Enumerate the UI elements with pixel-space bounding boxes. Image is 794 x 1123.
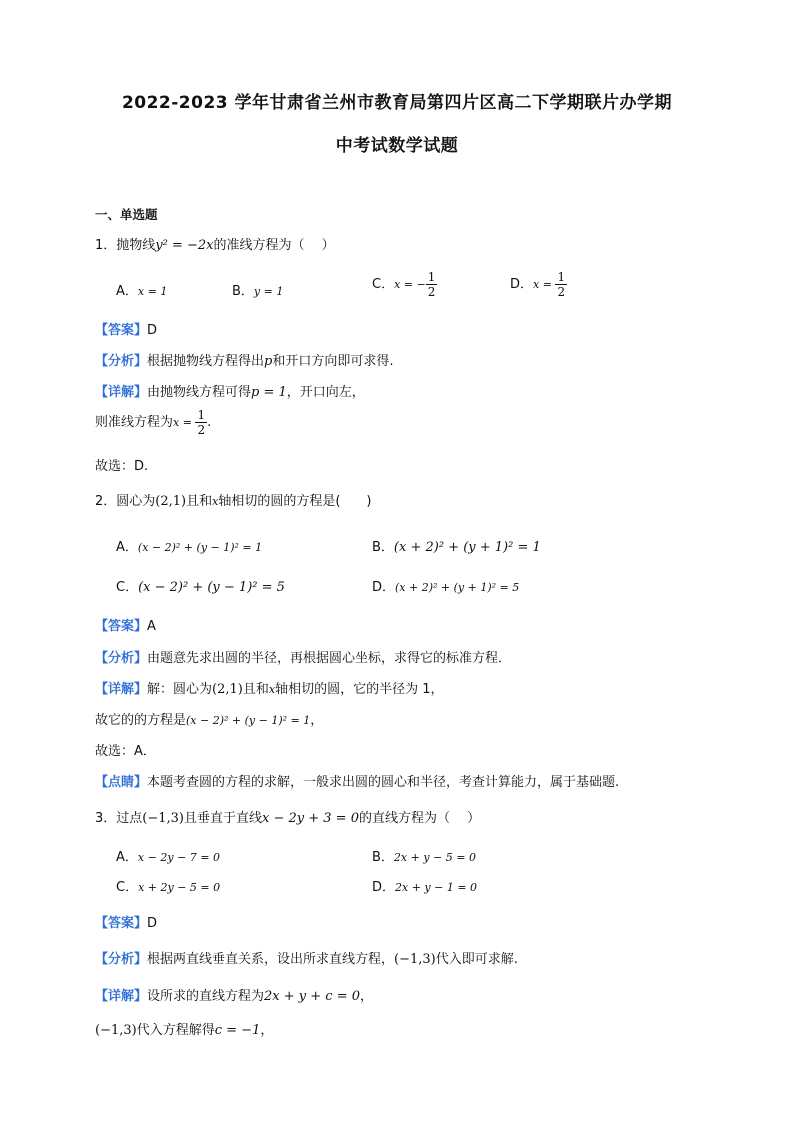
q1-choose: 故选：D. xyxy=(95,459,149,474)
q1-line2-fraction xyxy=(195,408,207,437)
q1-stem xyxy=(95,234,335,253)
q1-stem-math: y² = −2x xyxy=(155,238,214,253)
q3-analysis-pre: 根据两直线垂直关系，设出所求直线方程， xyxy=(147,952,395,967)
q1-detail-pre: 由抛物线方程可得 xyxy=(147,385,252,400)
q1-option-b xyxy=(232,280,283,299)
q2-line2-pre: 故它的的方程是 xyxy=(95,713,187,728)
q3-line2-math: c = −1 xyxy=(214,1023,261,1038)
q1-option-d-pre: x = xyxy=(533,278,556,291)
q3-answer xyxy=(95,912,157,931)
q2-stem-suffix: 轴相切的圆的方程是( ) xyxy=(218,494,372,509)
q2-option-c-label: C． xyxy=(116,580,139,595)
q2-detail-mid: 且和 xyxy=(242,682,269,697)
q2-option-d-label: D． xyxy=(372,580,396,595)
q3-option-c xyxy=(116,876,220,895)
q1-option-c-label: C． xyxy=(372,277,395,292)
q2-analysis-text: 由题意先求出圆的半径，再根据圆心坐标，求得它的标准方程． xyxy=(147,651,512,666)
q1-detail-line2 xyxy=(95,408,211,437)
q1-option-c xyxy=(372,270,437,299)
q1-option-a-value: x = 1 xyxy=(137,285,168,298)
q2-stem xyxy=(95,490,372,509)
detail-tag: 【详解】 xyxy=(95,989,148,1004)
q2-option-c-value: (x − 2)² + (y − 1)² = 5 xyxy=(138,580,285,595)
q1-option-d xyxy=(510,270,567,299)
comment-tag: 【点睛】 xyxy=(95,775,148,790)
q1-line2-post: . xyxy=(207,415,212,430)
q2-option-b-value: (x + 2)² + (y + 1)² = 1 xyxy=(393,540,541,555)
q1-analysis-math: p xyxy=(264,354,273,369)
q2-stem-mid: 且和 xyxy=(186,494,213,509)
q2-line2-post: ， xyxy=(310,713,324,728)
q1-option-a-label: A． xyxy=(116,284,138,299)
q1-option-d-num: 1 xyxy=(557,270,566,284)
q1-stem-suffix: 的准线方程为（ ） xyxy=(213,238,335,253)
analysis-tag: 【分析】 xyxy=(95,354,148,369)
q2-comment xyxy=(95,771,619,790)
q2-comment-text: 本题考查圆的方程的求解，一般求出圆的圆心和半径，考查计算能力，属于基础题. xyxy=(147,775,620,790)
q3-analysis-point: (−1,3) xyxy=(394,952,436,967)
q1-option-c-num: 1 xyxy=(427,270,436,284)
answer-tag: 【答案】 xyxy=(95,916,148,931)
q2-stem-axis: x xyxy=(212,495,219,508)
q2-option-d-value: (x + 2)² + (y + 1)² = 5 xyxy=(395,581,520,594)
q2-option-a-value: (x − 2)² + (y − 1)² = 1 xyxy=(137,541,263,554)
q1-line2-pre: 则准线方程为 xyxy=(95,415,174,430)
q1-stem-prefix: 1．抛物线 xyxy=(95,238,156,253)
q2-detail-pre: 解：圆心为 xyxy=(147,682,213,697)
analysis-tag: 【分析】 xyxy=(95,651,148,666)
q2-analysis xyxy=(95,647,511,666)
q3-detail-pre: 设所求的直线方程为 xyxy=(147,989,265,1004)
q1-option-d-fraction xyxy=(555,270,567,299)
q2-detail-point: (2,1) xyxy=(212,682,243,697)
q1-line2-math-pre: x = xyxy=(173,416,196,429)
q3-detail-line2 xyxy=(95,1019,273,1038)
q3-option-a xyxy=(116,846,220,865)
q3-option-c-value: x + 2y − 5 = 0 xyxy=(138,881,221,894)
q1-answer-value: D xyxy=(147,323,158,338)
q3-analysis-post: 代入即可求解. xyxy=(435,952,518,967)
q2-detail-axis: x xyxy=(268,683,276,696)
q1-analysis xyxy=(95,350,394,369)
q1-analysis-pre: 根据抛物线方程得出 xyxy=(147,354,265,369)
q2-answer xyxy=(95,615,156,634)
q1-detail xyxy=(95,381,365,400)
q2-option-d xyxy=(372,576,519,595)
q3-option-b-label: B． xyxy=(372,850,394,865)
q3-stem-line: x − 2y + 3 = 0 xyxy=(262,811,359,826)
q1-line2-den: 2 xyxy=(197,423,206,437)
q3-detail-math: 2x + y + c = 0 xyxy=(264,989,361,1004)
detail-tag: 【详解】 xyxy=(95,682,148,697)
q1-option-c-pre: x = − xyxy=(394,278,426,291)
q2-choose: 故选：A． xyxy=(95,744,156,759)
q2-stem-point: (2,1) xyxy=(155,494,187,509)
q3-option-c-label: C． xyxy=(116,880,139,895)
q3-answer-value: D xyxy=(147,916,158,931)
q3-stem-point: (−1,3) xyxy=(142,811,184,826)
detail-tag: 【详解】 xyxy=(95,385,148,400)
q3-option-d-value: 2x + y − 1 = 0 xyxy=(395,881,478,894)
q2-detail-line2 xyxy=(95,709,323,728)
q3-option-b-value: 2x + y − 5 = 0 xyxy=(393,851,476,864)
q1-option-d-label: D． xyxy=(510,277,534,292)
q1-line2-num: 1 xyxy=(197,408,206,422)
q3-analysis xyxy=(95,948,518,967)
q1-answer xyxy=(95,319,157,338)
q1-option-b-value: y = 1 xyxy=(253,285,284,298)
q3-detail-post: ， xyxy=(360,989,374,1004)
answer-tag: 【答案】 xyxy=(95,323,148,338)
section-heading: 一、单选题 xyxy=(95,207,158,222)
doc-title-line1: 2022-2023 学年甘肃省兰州市教育局第四片区高二下学期联片办学期 xyxy=(121,93,673,113)
q1-detail-post: ，开口向左， xyxy=(286,385,365,400)
q3-stem-suffix: 的直线方程为（ ） xyxy=(358,811,481,826)
q3-stem xyxy=(95,807,480,826)
q3-option-d-label: D． xyxy=(372,880,396,895)
q1-detail-math: p = 1 xyxy=(251,385,287,400)
q2-option-c xyxy=(116,576,285,595)
q2-detail xyxy=(95,678,444,697)
q2-option-b-label: B． xyxy=(372,540,394,555)
q1-analysis-post: 和开口方向即可求得. xyxy=(272,354,394,369)
q3-option-b xyxy=(372,846,476,865)
q2-stem-prefix: 2．圆心为 xyxy=(95,494,156,509)
q2-option-b xyxy=(372,536,541,555)
q3-stem-mid: 且垂直于直线 xyxy=(184,811,263,826)
answer-tag: 【答案】 xyxy=(95,619,148,634)
q2-detail-post: 轴相切的圆，它的半径为 1， xyxy=(275,682,444,697)
analysis-tag: 【分析】 xyxy=(95,952,148,967)
q2-option-a-label: A． xyxy=(116,540,138,555)
q2-answer-value: A xyxy=(147,619,156,634)
q3-detail xyxy=(95,985,373,1004)
q3-option-a-label: A． xyxy=(116,850,138,865)
q3-stem-prefix: 3．过点 xyxy=(95,811,143,826)
q3-option-d xyxy=(372,876,477,895)
doc-title-line2: 中考试数学试题 xyxy=(335,136,459,156)
q3-line2-mid: 代入方程解得 xyxy=(136,1023,215,1038)
q2-option-a xyxy=(116,536,262,555)
q3-line2-point: (−1,3) xyxy=(95,1023,137,1038)
q1-option-d-den: 2 xyxy=(557,285,566,299)
q1-option-a xyxy=(116,280,167,299)
q3-line2-post: ， xyxy=(260,1023,274,1038)
q1-option-c-fraction xyxy=(426,270,438,299)
q1-option-b-label: B． xyxy=(232,284,254,299)
q1-option-c-den: 2 xyxy=(427,285,436,299)
q3-option-a-value: x − 2y − 7 = 0 xyxy=(137,851,220,864)
q2-line2-math: (x − 2)² + (y − 1)² = 1 xyxy=(186,714,311,727)
